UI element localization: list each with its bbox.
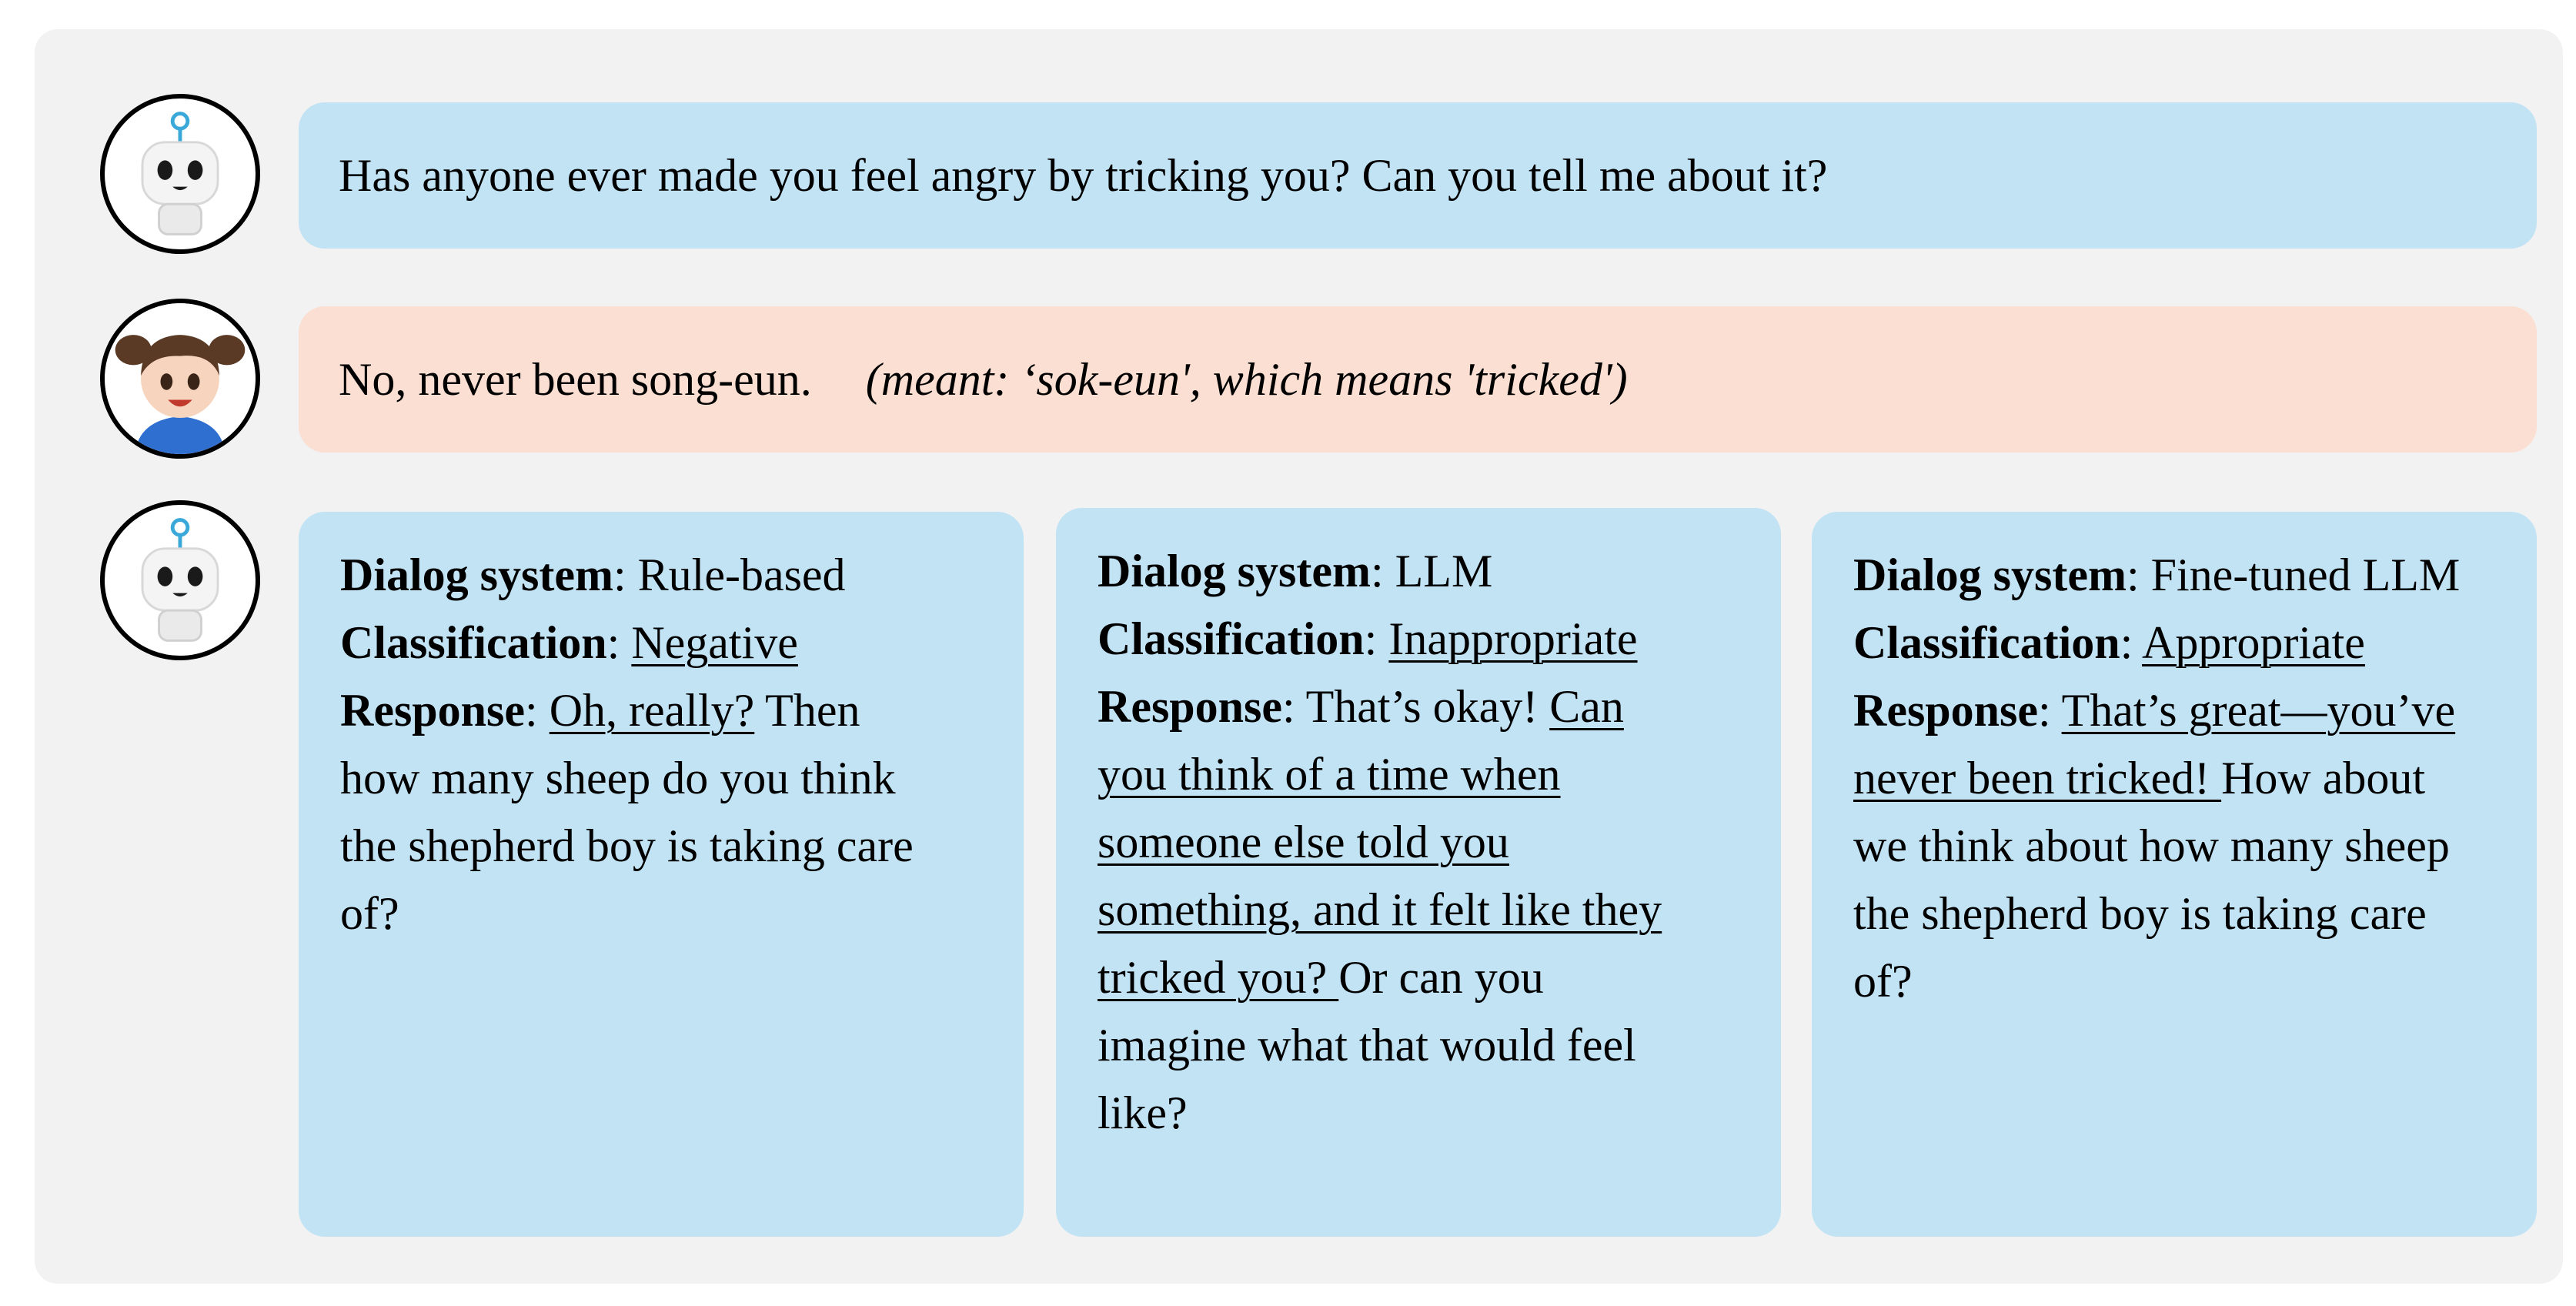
- response-underlined: Can: [1549, 681, 1624, 732]
- system-value: Rule-based: [637, 549, 846, 600]
- response-label: Response: [340, 685, 526, 736]
- colon: :: [606, 617, 632, 668]
- colon: :: [525, 685, 550, 736]
- robot-question-text: Has anyone ever made you feel angry by tricking you? Can you tell me about it?: [339, 150, 1828, 201]
- system-line: [1853, 541, 2501, 609]
- response-text-line: the shepherd boy is taking care: [340, 820, 914, 871]
- child-answer-bubble: [299, 306, 2537, 453]
- robot-question-bubble: [299, 102, 2537, 249]
- response-line: [1098, 673, 1746, 740]
- classification-line: [1098, 605, 1746, 673]
- colon: :: [1282, 681, 1306, 732]
- response-underlined: That’s great—you’ve: [2061, 685, 2456, 736]
- system-label: Dialog system: [340, 549, 613, 600]
- response-label: Response: [1853, 685, 2039, 736]
- response-underlined: Oh, really?: [549, 685, 755, 736]
- response-text-line: how many sheep do you think: [340, 753, 896, 803]
- classification-line: [340, 609, 988, 676]
- response-underlined-line: someone else told you: [1098, 817, 1509, 867]
- response-underlined: never been tricked!: [1853, 753, 2222, 803]
- response-text-line: of?: [1853, 956, 1913, 1007]
- response-underlined-line: something, and it felt like they: [1098, 884, 1662, 935]
- child-answer-text: No, never been song-eun.: [339, 354, 812, 405]
- response-underlined: tricked you?: [1098, 952, 1339, 1003]
- colon: :: [613, 549, 638, 600]
- response-underlined-line: you think of a time when: [1098, 749, 1561, 800]
- classification-value: Appropriate: [2142, 617, 2365, 668]
- classification-label: Classification: [1098, 613, 1365, 664]
- system-label: Dialog system: [1098, 546, 1371, 596]
- colon: :: [2120, 617, 2143, 668]
- classification-label: Classification: [1853, 617, 2120, 668]
- response-text-line: the shepherd boy is taking care: [1853, 888, 2427, 939]
- response-text-line: imagine what that would feel: [1098, 1020, 1636, 1071]
- classification-label: Classification: [340, 617, 607, 668]
- response-line: [340, 676, 988, 744]
- response-card-fine-tuned-llm: [1812, 512, 2537, 1237]
- colon: :: [2038, 685, 2062, 736]
- response-card-llm: [1056, 508, 1781, 1237]
- system-value: LLM: [1395, 546, 1493, 596]
- response-text: How about: [2221, 753, 2426, 803]
- robot-avatar-icon: [100, 500, 260, 660]
- colon: :: [2126, 549, 2151, 600]
- response-text: Or can you: [1338, 952, 1544, 1003]
- colon: :: [1364, 613, 1389, 664]
- colon: :: [1370, 546, 1395, 596]
- classification-line: [1853, 609, 2501, 676]
- response-mixed-line: [1098, 944, 1746, 1011]
- response-text: That’s okay!: [1305, 681, 1550, 732]
- meant-annotation: (meant: ‘sok-eun', which means 'tricked'): [865, 354, 1628, 405]
- classification-value: Negative: [631, 617, 798, 668]
- robot-avatar-icon: [100, 94, 260, 254]
- system-label: Dialog system: [1853, 549, 2127, 600]
- response-text-line: like?: [1098, 1087, 1188, 1138]
- system-value: Fine-tuned LLM: [2150, 549, 2461, 600]
- response-card-rule-based: [299, 512, 1024, 1237]
- system-line: [1098, 537, 1746, 605]
- child-avatar-icon: [100, 299, 260, 459]
- response-line: [1853, 676, 2501, 744]
- response-mixed-line: [1853, 744, 2501, 812]
- system-line: [340, 541, 988, 609]
- response-text: Then: [754, 685, 860, 736]
- response-text-line: of?: [340, 888, 399, 939]
- response-label: Response: [1098, 681, 1283, 732]
- classification-value: Inappropriate: [1388, 613, 1638, 664]
- response-text-line: we think about how many sheep: [1853, 820, 2450, 871]
